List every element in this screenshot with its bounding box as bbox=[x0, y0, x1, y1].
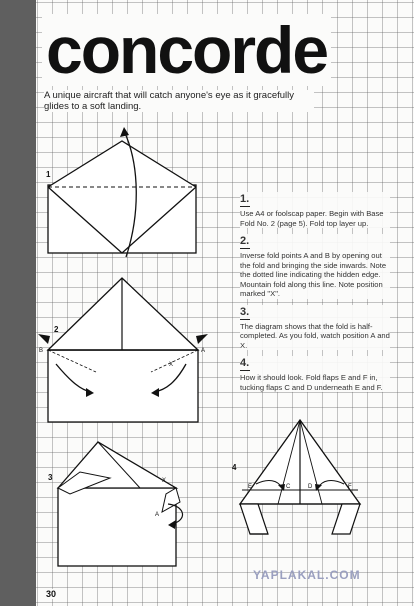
step-3 bbox=[240, 305, 390, 351]
point-label: B bbox=[39, 348, 44, 354]
diagram-4 bbox=[228, 412, 388, 552]
diagram-label: 2 bbox=[54, 325, 59, 334]
diagram-1 bbox=[40, 125, 210, 260]
point-label: C bbox=[286, 484, 291, 490]
step-number: 1. bbox=[240, 193, 250, 205]
step-text: Inverse fold points A and B by opening out the fold and bringing the side inwards. Note the dotted line indicating the hidden edge. Mountain fold along this line. Note position marked "X". bbox=[240, 251, 387, 298]
intro-text: A unique aircraft that will catch anyone's eye as it gracefully glides to a soft landing. bbox=[44, 90, 314, 112]
point-label: A bbox=[155, 512, 160, 518]
diagram-3 bbox=[40, 432, 200, 572]
diagram-label: 3 bbox=[48, 473, 53, 482]
page-title: concorde bbox=[42, 14, 331, 86]
step-4 bbox=[240, 356, 390, 392]
step-number: 2. bbox=[240, 235, 250, 247]
step-number: 3. bbox=[240, 305, 250, 318]
point-label: X bbox=[169, 362, 174, 368]
point-label: A bbox=[201, 348, 206, 354]
point-label: F bbox=[348, 484, 352, 490]
diagram-label: 4 bbox=[232, 463, 237, 472]
step-text: How it should look. Fold flaps E and F in, tucking flaps C and D underneath E and F. bbox=[240, 373, 383, 392]
point-label: E bbox=[248, 484, 253, 490]
instructions bbox=[240, 192, 390, 398]
diagram-label: 1 bbox=[46, 170, 51, 179]
step-1 bbox=[240, 192, 390, 228]
step-text: The diagram shows that the fold is half-completed. As you fold, watch position A and X. bbox=[240, 321, 390, 350]
point-label: X bbox=[162, 478, 167, 484]
step-text: Use A4 or foolscap paper. Begin with Base Fold No. 2 (page 5). Fold top layer up. bbox=[240, 209, 384, 228]
watermark: YAPLAKAL.COM bbox=[253, 568, 361, 582]
side-bar bbox=[0, 0, 36, 606]
page-number: 30 bbox=[46, 589, 57, 599]
step-number: 4. bbox=[240, 357, 250, 369]
point-label: D bbox=[308, 484, 313, 490]
diagram-2 bbox=[36, 272, 221, 427]
step-2 bbox=[240, 234, 390, 299]
